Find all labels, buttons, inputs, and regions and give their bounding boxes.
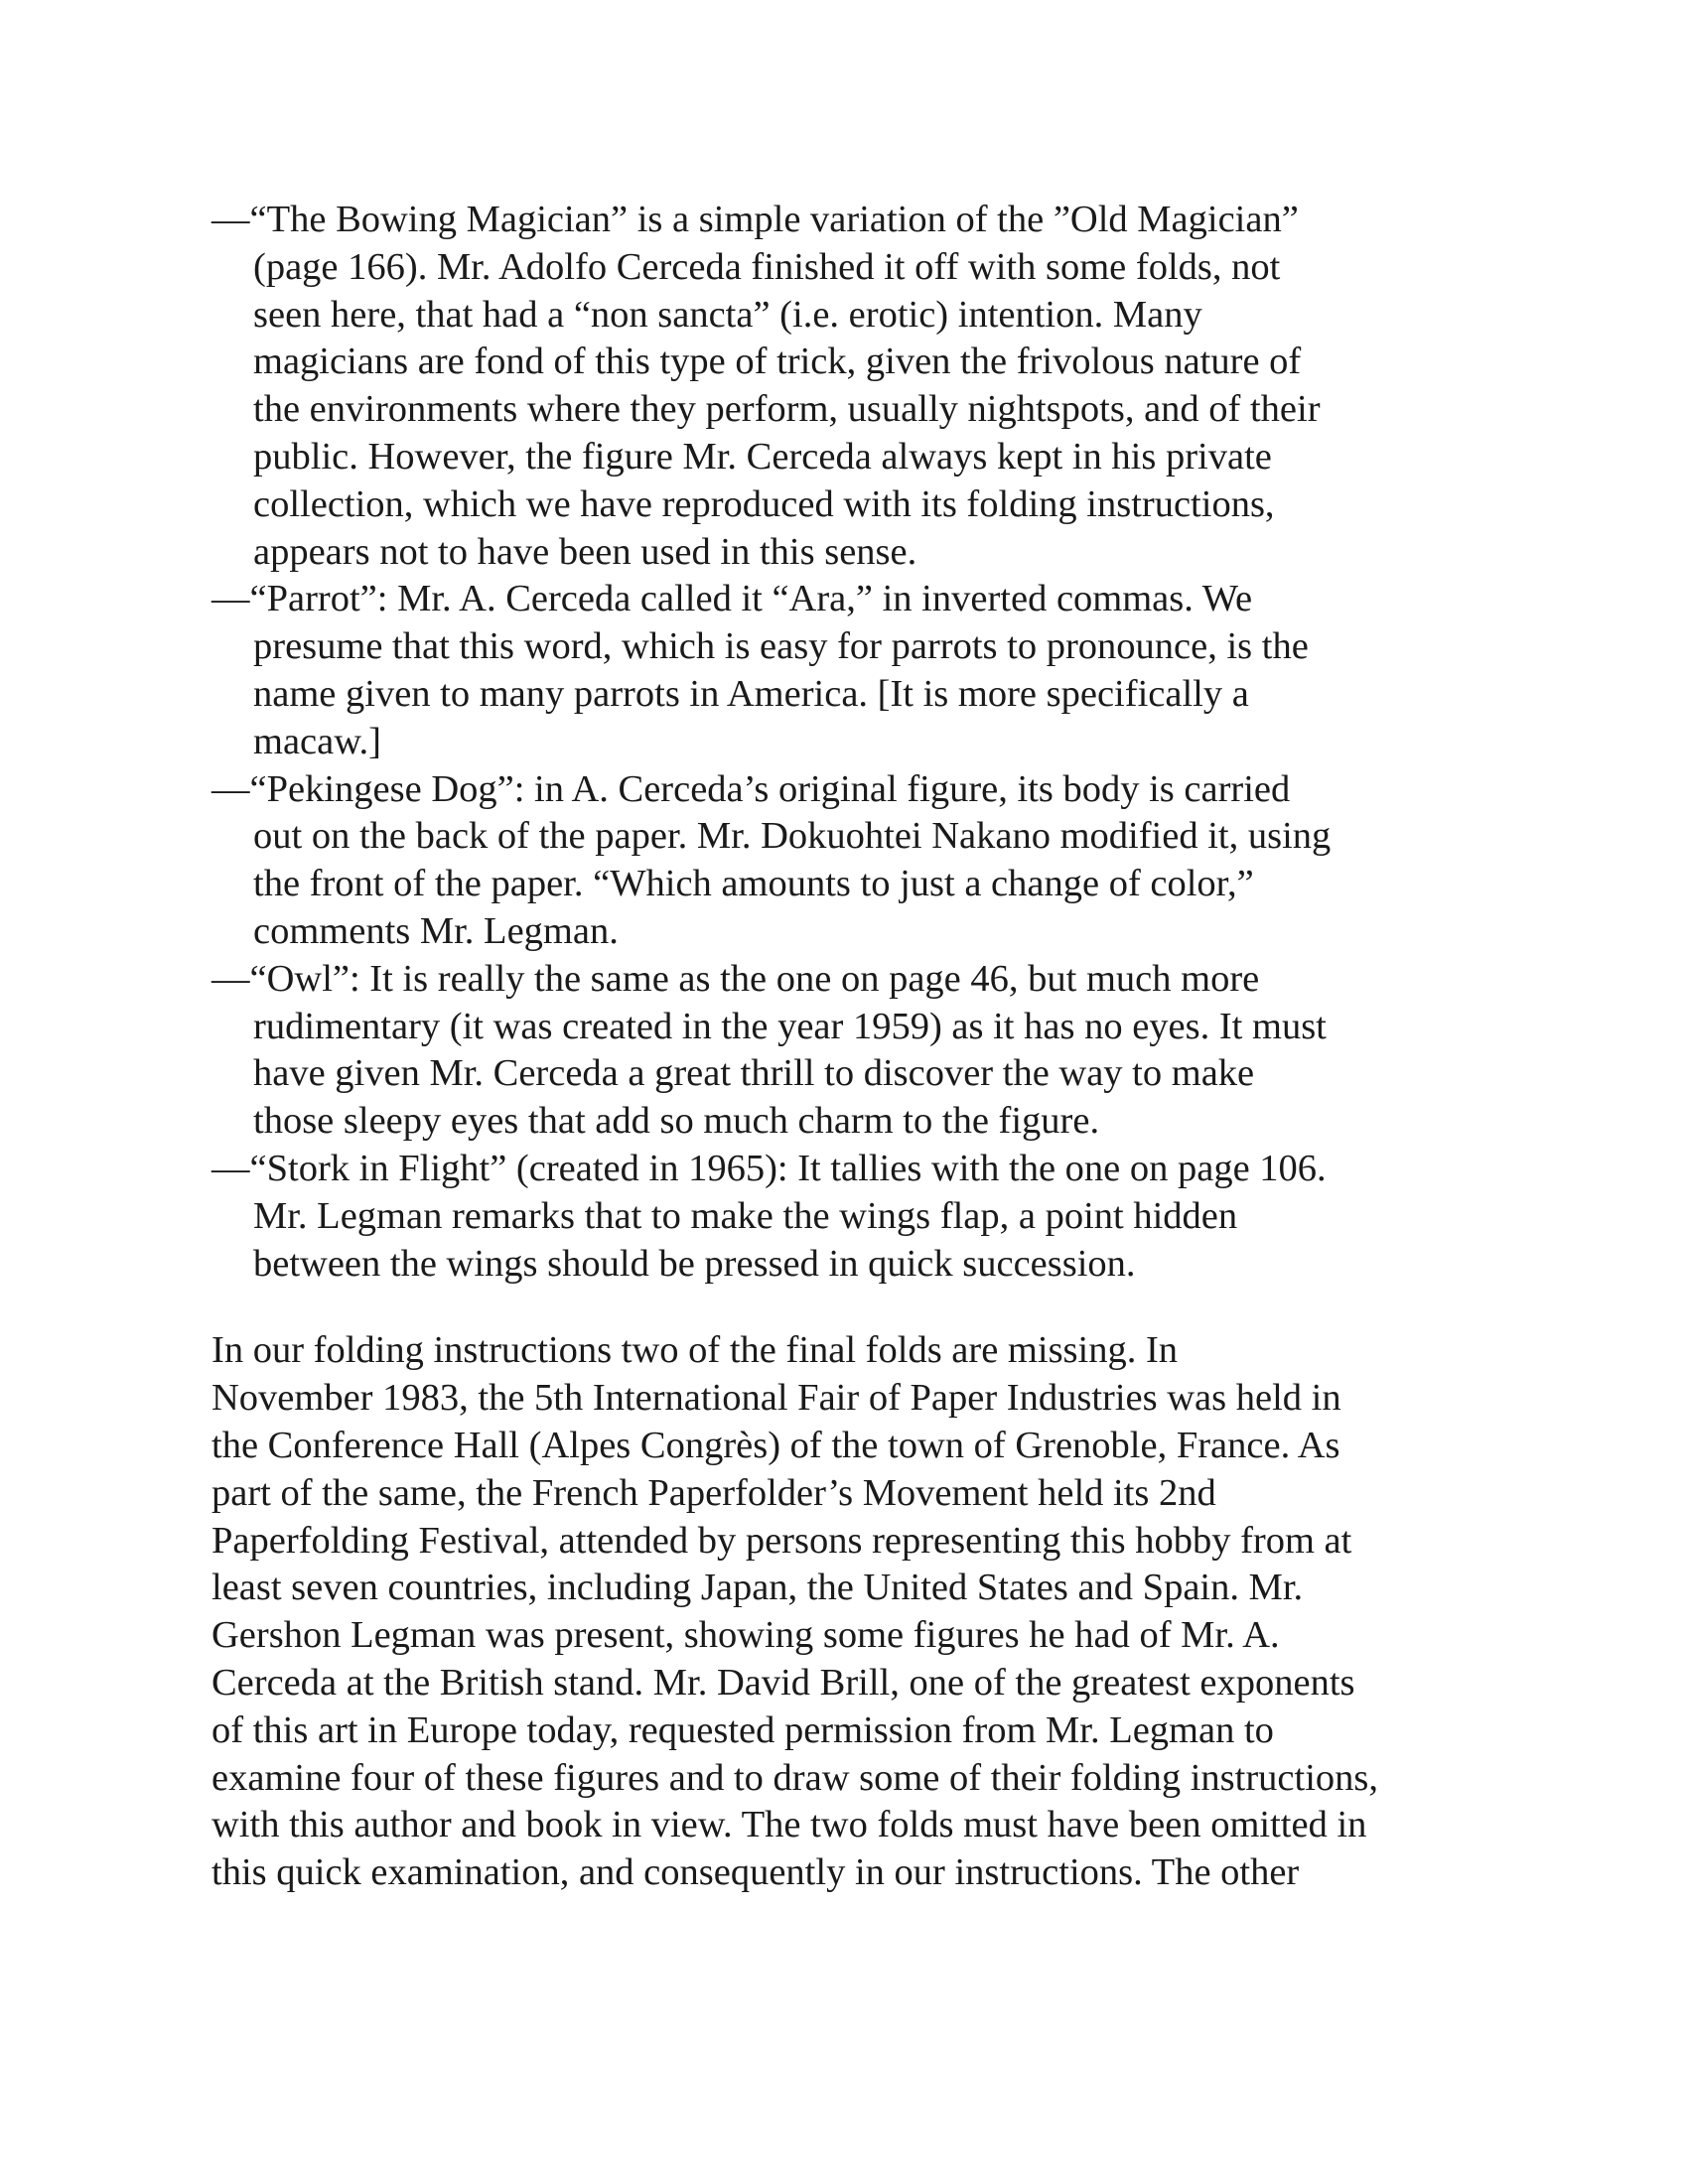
document-page	[211, 197, 1502, 1897]
note-stork-in-flight: —“Stork in Flight” (created in 1965): It tallies with the one on page 106. Mr. Legman remarks that to make the wings flap, a point hidden between the wings should be pressed in quick succession.	[211, 1147, 1327, 1285]
figure-notes-list	[211, 197, 1502, 1288]
body-paragraph: In our folding instructions two of the final folds are missing. In November 1983, the 5th International Fair of Paper Industries was held in the Conference Hall (Alpes Congrès) of the town of Grenoble, France. As part of the same, the French Paperfolder’s Movement held its 2nd Paperfolding Festival, attended by persons representing this hobby from at least seven countries, including Japan, the United States and Spain. Mr. Gershon Legman was present, showing some figures he had of Mr. A. Cerceda at the British stand. Mr. David Brill, one of the greatest exponents of this art in Europe today, requested permission from Mr. Legman to examine four of these figures and to draw some of their folding instructions, with this author and book in view. The two folds must have been omitted in this quick examination, and consequently in our instructions. The other	[211, 1329, 1379, 1894]
note-pekingese-dog: —“Pekingese Dog”: in A. Cerceda’s original figure, its body is carried out on the back of the paper. Mr. Dokuohtei Nakano modified it, using the front of the paper. “Which amounts to just a change of color,” comments Mr. Legman.	[211, 767, 1332, 952]
note-parrot: —“Parrot”: Mr. A. Cerceda called it “Ara,” in inverted commas. We presume that this word, which is easy for parrots to pronounce, is the name given to many parrots in America. [It is more specifically a macaw.]	[211, 578, 1309, 762]
note-bowing-magician: —“The Bowing Magician” is a simple variation of the ”Old Magician” (page 166). Mr. Adolfo Cerceda finished it off with some folds, not seen here, that had a “non sancta” (i.e. erotic) intention. Many magicians are fond of this type of trick, given the frivolous nature of the environments where they perform, usually nightspots, and of their public. However, the figure Mr. Cerceda always kept in his private collection, which we have reproduced with its folding instructions, appears not to have been used in this sense.	[211, 199, 1321, 573]
note-owl: —“Owl”: It is really the same as the one on page 46, but much more rudimentary (it was created in the year 1959) as it has no eyes. It must have given Mr. Cerceda a great thrill to discover the way to make those sleepy eyes that add so much charm to the figure.	[211, 957, 1327, 1143]
